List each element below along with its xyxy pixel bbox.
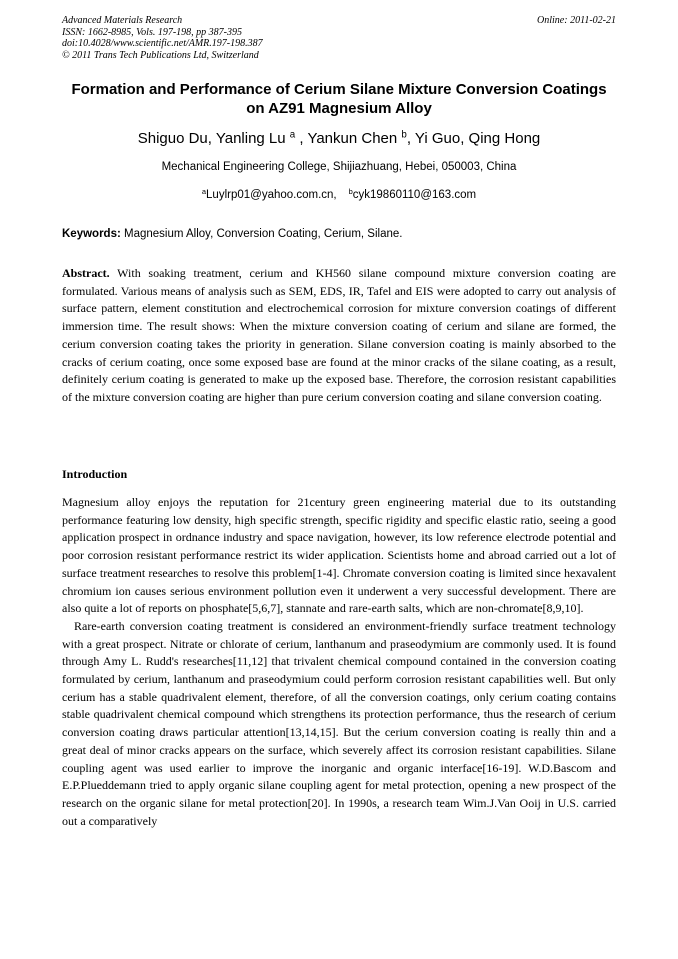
email-mark-a: a <box>201 186 207 196</box>
running-header <box>62 15 616 61</box>
email-mark-b: b <box>348 186 353 196</box>
authors-part-1: Shiguo Du, Yanling Lu <box>137 130 290 147</box>
intro-paragraph-2: Rare-earth conversion coating treatment is considered an environment-friendly surface treatment technology with a great prospect. Nitrate or chlorate of cerium, lanthanum and praseodymium are commonly used. It is found through Amy L. Rudd's researches[11,12] that trivalent chemical compound contained in the conversion coating formulated by cerium, lanthanum and praseodymium could perform corrosion resistant capabilities well. But only cerium has a stable quadrivalent element, therefore, of all the conversion coatings, only cerium coating contains stable quadrivalent chemical compound which strengthens its protection performance, thus the research of cerium conversion coating draws particular attention[13,14,15]. But the cerium conversion coating is really thin and a great deal of minor cracks appears on the surface, which severely affect its corrosion resistant capabilities. Silane coupling agent was used earlier to improve the inorganic and organic interface[16-19]. W.D.Bascom and E.P.Plueddemann tried to apply organic silane coupling agent for metal protection, opening a new prospect of the research on the organic silane for metal protection[20]. In 1990s, a research team Wim.J.Van Ooij in U.S. carried out a comparatively <box>62 618 616 828</box>
keywords <box>62 228 616 240</box>
abstract <box>62 265 616 407</box>
paper-title: Formation and Performance of Cerium Silane Mixture Conversion Coatings on AZ91 Magnesium Alloy <box>71 81 607 117</box>
journal-name: Advanced Materials Research <box>62 15 183 26</box>
author-affil-mark-b: b <box>401 129 407 141</box>
email-line <box>62 186 616 201</box>
issn-line: ISSN: 1662-8985, Vols. 197-198, pp 387-395 <box>62 26 242 38</box>
email-a: Luylrp01@yahoo.com.cn, <box>206 189 337 201</box>
keywords-text: Magnesium Alloy, Conversion Coating, Cerium, Silane. <box>120 228 403 240</box>
doi-line: doi:10.4028/www.scientific.net/AMR.197-198.387 <box>62 38 263 49</box>
abstract-label: Abstract. <box>62 266 110 280</box>
copyright-line: © 2011 Trans Tech Publications Ltd, Switzerland <box>62 49 259 61</box>
email-b: cyk19860110@163.com <box>352 189 477 201</box>
introduction-body <box>62 494 616 830</box>
authors-part-3: , Yi Guo, Qing Hong <box>406 130 541 147</box>
online-date: Online: 2011-02-21 <box>537 15 616 26</box>
author-list <box>62 130 616 147</box>
author-affil-mark-a: a <box>289 129 296 141</box>
keywords-label: Keywords: <box>62 228 121 240</box>
affiliation: Mechanical Engineering College, Shijiazhuang, Hebei, 050003, China <box>161 161 517 173</box>
intro-paragraph-1: Magnesium alloy enjoys the reputation for 21century green engineering material due to its outstanding performance featuring low density, high specific strength, specific rigidity and specific elastic ratio, seeing a good application prospect in ordnance industry and space navigation, however, its low reference electrode potential and poor corrosion resistant performance restrict its wider application. Scientists home and abroad carried out a lot of surface treatment researches to resolve this problem[1-4]. Chromate conversion coating is limited since hexavalent chromium ion causes serious environment pollution even it underwent a very successful development. There are also quite a lot of reports on phosphate[5,6,7], stannate and rare-earth salts, which are non-chromate[8,9,10]. <box>62 495 616 616</box>
section-heading-introduction: Introduction <box>62 467 128 481</box>
authors-part-2: , Yankun Chen <box>295 130 402 147</box>
abstract-text: With soaking treatment, cerium and KH560 silane compound mixture conversion coating are formulated. Various means of analysis such as SEM, EDS, IR, Tafel and EIS were adopted to carry out analysis of surface pattern, element constitution and electrochemical corrosion for mixture conversion coatings of different immersion time. The result shows: When the mixture conversion coating of cerium and silane are formed, the cerium conversion coating takes the priority in generation. Silane conversion coating is mainly absorbed to the cracks of cerium coating, once some exposed base are found at the minor cracks of the silane coating, as a result, definitely cerium coating is generated to make up the exposed base. Therefore, the corrosion resistant capabilities of the mixture conversion coating are higher than pure cerium conversion coating and silane conversion coating. <box>62 266 616 404</box>
